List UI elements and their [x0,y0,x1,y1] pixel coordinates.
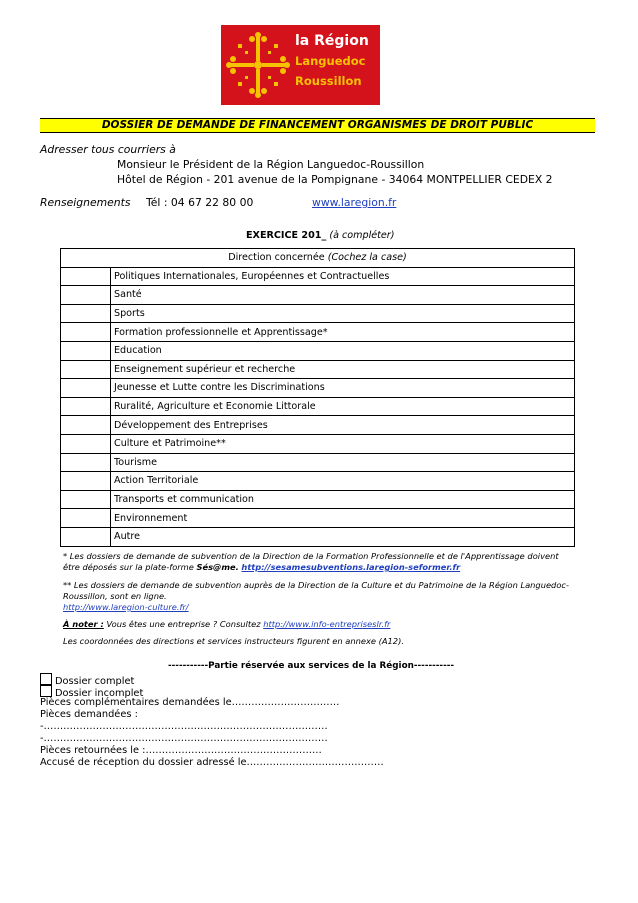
direction-checkbox[interactable] [61,360,111,379]
direction-label: Autre [111,527,575,546]
direction-label: Politiques Internationales, Européennes et Contractuelles [111,267,575,286]
direction-label: Formation professionnelle et Apprentissage* [111,323,575,342]
table-header-hint: (Cochez la case) [327,252,407,264]
direction-checkbox[interactable] [61,304,111,323]
entreprises-link[interactable]: http://www.info-entrepriseslr.fr [263,619,391,629]
direction-checkbox[interactable] [61,397,111,416]
pieces-retournees: Pièces retournées le :……………………………………………… [40,745,322,756]
contact-phone: Tél : 04 67 22 80 00 [146,196,254,209]
direction-checkbox[interactable] [61,379,111,398]
pieces-complementaires: Pièces complémentaires demandées le…………………………… [40,697,340,708]
table-row [61,434,575,453]
direction-label: Education [111,341,575,360]
direction-label: Transports et communication [111,490,575,509]
table-header [61,249,575,268]
direction-label: Santé [111,286,575,305]
table-row [61,453,575,472]
complete-checkbox[interactable] [40,673,52,685]
table-row [61,416,575,435]
table-header-label: Direction concernée [228,252,325,264]
culture-link[interactable]: http://www.laregion-culture.fr/ [63,602,189,612]
pieces-line-2: -…………………………………………………………………………… [40,733,328,744]
pieces-demandees: Pièces demandées : [40,709,138,720]
exercise-line [246,230,395,241]
direction-label: Sports [111,304,575,323]
direction-label: Enseignement supérieur et recherche [111,360,575,379]
document-title: DOSSIER DE DEMANDE DE FINANCEMENT ORGANISMES DE DROIT PUBLIC [101,119,534,131]
direction-checkbox[interactable] [61,341,111,360]
region-logo [221,25,380,105]
logo-text-line2: Languedoc [295,54,366,68]
title-banner [40,118,595,133]
direction-label: Environnement [111,509,575,528]
logo-text-line3: Roussillon [295,74,362,88]
table-row [61,323,575,342]
note-4: Les coordonnées des directions et services instructeurs figurent en annexe (A12). [63,636,404,646]
table-row [61,472,575,491]
address-line1: Monsieur le Président de la Région Languedoc-Roussillon [117,158,425,171]
pieces-line-1: -…………………………………………………………………………… [40,721,328,732]
table-row [61,286,575,305]
complete-label: Dossier complet [55,676,135,687]
table-row [61,490,575,509]
website-link[interactable]: www.laregion.fr [312,196,397,209]
incomplete-label: Dossier incomplet [55,688,144,699]
direction-checkbox[interactable] [61,527,111,546]
direction-checkbox[interactable] [61,416,111,435]
table-row [61,379,575,398]
direction-label: Action Territoriale [111,472,575,491]
direction-table [60,248,575,547]
table-row [61,304,575,323]
note-1-line2 [63,562,460,573]
note-1-line1: * Les dossiers de demande de subvention de la Direction de la Formation Professionnelle et de l'Apprentissage doivent [63,551,559,561]
reserved-heading: -----------Partie réservée aux services de la Région----------- [168,661,455,671]
table-row [61,509,575,528]
table-row [61,527,575,546]
direction-label: Tourisme [111,453,575,472]
direction-checkbox[interactable] [61,267,111,286]
direction-checkbox[interactable] [61,434,111,453]
table-header-row [61,249,575,268]
address-line2: Hôtel de Région - 201 avenue de la Pompignane - 34064 MONTPELLIER CEDEX 2 [117,173,553,186]
direction-checkbox[interactable] [61,509,111,528]
direction-checkbox[interactable] [61,490,111,509]
table-row [61,267,575,286]
incomplete-checkbox[interactable] [40,685,52,697]
note-1-platform: Sés@me. [196,562,239,572]
direction-checkbox[interactable] [61,453,111,472]
table-row [61,397,575,416]
note-3-label: À noter : [63,619,104,629]
direction-label: Jeunesse et Lutte contre les Discriminations [111,379,575,398]
note-2-line1: ** Les dossiers de demande de subvention auprès de la Direction de la Culture et du Patrimoine de la Région Languedoc- [63,580,569,590]
direction-checkbox[interactable] [61,472,111,491]
exercise-label: EXERCICE 201_ [246,230,327,241]
logo-text-line1: la Région [295,33,369,49]
note-1-text: être déposés sur la plate-forme [63,562,197,572]
direction-checkbox[interactable] [61,286,111,305]
direction-checkbox[interactable] [61,323,111,342]
contact-label: Renseignements [40,196,131,209]
occitan-cross-icon [225,31,291,99]
note-3 [63,619,390,630]
note-2-line2: Roussillon, sont en ligne. [63,591,167,601]
table-row [61,360,575,379]
address-intro: Adresser tous courriers à [40,143,176,156]
direction-label: Développement des Entreprises [111,416,575,435]
note-3-text: Vous êtes une entreprise ? Consultez [103,619,264,629]
accuse-reception: Accusé de réception du dossier adressé le…………………………………… [40,757,384,768]
sesame-link[interactable]: http://sesamesubventions.laregion-seformer.fr [241,562,461,572]
direction-label: Ruralité, Agriculture et Economie Littorale [111,397,575,416]
direction-label: Culture et Patrimoine** [111,434,575,453]
exercise-hint: (à compléter) [329,230,395,241]
table-row [61,341,575,360]
